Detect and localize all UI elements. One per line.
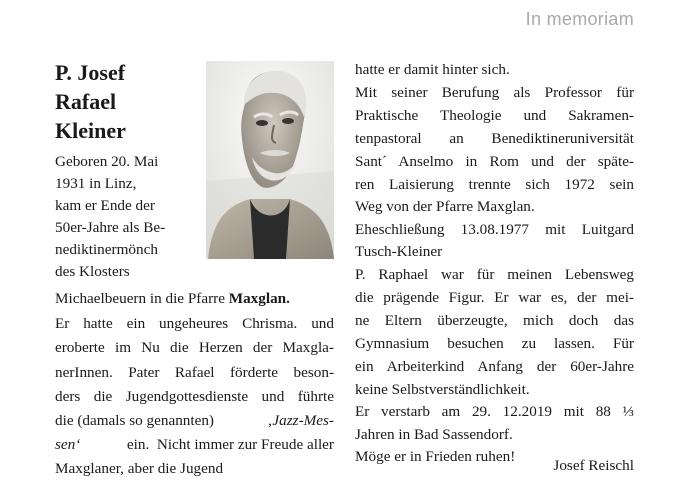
left-line: Maxglaner, aber die Jugend [55, 460, 224, 477]
text-span: Michaelbeuern in die Pfarre [55, 290, 229, 307]
right-line: hatte er damit hinter sich. [355, 61, 510, 78]
name-line-1: P. Josef [55, 60, 126, 85]
right-line: Mit seiner Berufung als Professor für [355, 84, 634, 101]
section-label: In memoriam [525, 9, 634, 29]
right-line: ne Eltern überzeugte, mich doch das [355, 312, 634, 329]
name-line-2: Rafael [55, 89, 117, 114]
author-signature: Josef Reischl [553, 457, 634, 474]
right-line: Praktische Theologie und Sakramen- [355, 107, 634, 124]
right-line: die prägende Figur. Er war es, der mei- [355, 289, 634, 306]
left-line: nerInnen. Pater Rafael förderte beson- [55, 364, 334, 381]
portrait-photo [206, 61, 334, 259]
right-line: Jahren in Bad Sassendorf. [355, 426, 513, 443]
left-short-line: nediktinermönch [55, 241, 158, 258]
right-line: ein Arbeiterkind Anfang der 60er-Jahre [355, 358, 634, 375]
left-short-line: 50er-Jahre als Be- [55, 219, 166, 236]
text-span: ein. Nicht immer zur Freude aller [123, 436, 334, 453]
left-short-line: des Klosters [55, 263, 130, 280]
left-line: ders die Jugendgottesdienste und führte [55, 388, 334, 405]
right-line: Er verstarb am 29. 12.2019 mit 88 ⅓ [355, 403, 634, 420]
left-short-line: 1931 in Linz, [55, 175, 137, 192]
right-line: Gymnasium besuchen zu lassen. Für [355, 335, 634, 352]
left-short-line: kam er Ende der [55, 197, 155, 214]
left-short-line: Geboren 20. Mai [55, 153, 159, 170]
right-line: Möge er in Frieden ruhen! [355, 448, 516, 465]
left-line-sen [55, 435, 334, 455]
jazz-messen-italic: ‚Jazz-Mes- [267, 412, 334, 429]
obituary-name-heading [55, 58, 205, 145]
right-line: Sant´ Anselmo in Rom und der späte- [355, 153, 634, 170]
sen-italic: sen‘ [55, 436, 81, 453]
left-line-michaelbeuern [55, 289, 290, 309]
name-line-3: Kleiner [55, 118, 126, 143]
left-line-jazz [55, 411, 334, 431]
right-line: Weg von der Pfarre Maxglan. [355, 198, 535, 215]
right-line: Tusch-Kleiner [355, 243, 443, 260]
left-line: eroberte im Nu die Herzen der Maxgla- [55, 339, 334, 356]
right-line: Eheschließung 13.08.1977 mit Luitgard [355, 221, 634, 238]
right-line: ren Laisierung trennte sich 1972 sein [355, 176, 634, 193]
right-line: tenpastoral an Benediktineruniversität [355, 130, 634, 147]
text-span: die (damals so genannten) [55, 412, 214, 429]
right-line: P. Raphael war für meinen Lebensweg [355, 266, 634, 283]
maxglan-bold: Maxglan. [228, 290, 290, 307]
right-line: keine Selbstverständlichkeit. [355, 381, 530, 398]
left-line: Er hatte ein ungeheures Chrisma. und [55, 315, 334, 332]
